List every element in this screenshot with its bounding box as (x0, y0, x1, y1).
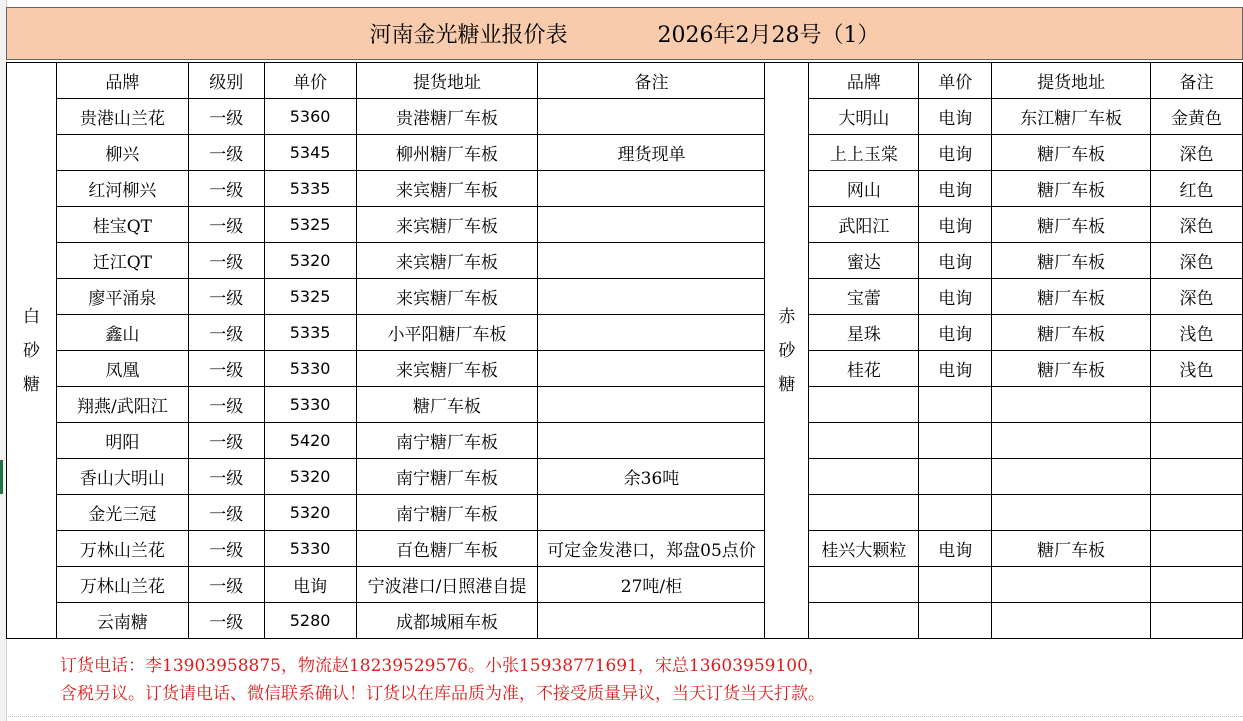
red-remark-cell[interactable] (1151, 387, 1243, 423)
red-pickup-cell[interactable] (992, 387, 1151, 423)
red-brand-cell[interactable]: 蜜达 (809, 243, 919, 279)
white-price-cell[interactable]: 5320 (264, 495, 356, 531)
red-pickup-cell[interactable]: 糖厂车板 (992, 315, 1151, 351)
white-remark-cell[interactable] (538, 351, 765, 387)
white-grade-cell[interactable]: 一级 (188, 243, 264, 279)
red-price-cell[interactable]: 电询 (919, 171, 992, 207)
white-grade-cell[interactable]: 一级 (188, 603, 264, 639)
white-remark-cell[interactable] (538, 171, 765, 207)
table-row (7, 207, 1243, 243)
white-brand-cell[interactable]: 柳兴 (56, 135, 188, 171)
white-sugar-label-char: 砂 (22, 340, 40, 361)
white-grade-cell[interactable]: 一级 (188, 279, 264, 315)
white-pickup-cell[interactable]: 南宁糖厂车板 (356, 459, 538, 495)
price-table (6, 62, 1243, 639)
page-break-line (6, 716, 1243, 717)
footer-notice (60, 652, 825, 708)
white-brand-cell[interactable]: 万林山兰花 (56, 531, 188, 567)
red-price-cell[interactable]: 电询 (919, 351, 992, 387)
red-sugar-label[interactable] (765, 63, 809, 639)
white-remark-cell[interactable] (538, 243, 765, 279)
red-header-price[interactable]: 单价 (919, 63, 992, 99)
red-brand-cell[interactable]: 桂花 (809, 351, 919, 387)
red-header-pickup[interactable]: 提货地址 (992, 63, 1151, 99)
red-pickup-cell[interactable]: 糖厂车板 (992, 135, 1151, 171)
red-header-brand[interactable]: 品牌 (809, 63, 919, 99)
white-brand-cell[interactable]: 贵港山兰花 (56, 99, 188, 135)
red-price-cell[interactable]: 电询 (919, 531, 992, 567)
white-sugar-label-char: 白 (22, 306, 40, 327)
red-brand-cell[interactable]: 大明山 (809, 99, 919, 135)
red-brand-cell[interactable]: 宝蕾 (809, 279, 919, 315)
red-pickup-cell[interactable] (992, 459, 1151, 495)
white-remark-cell[interactable] (538, 423, 765, 459)
white-brand-cell[interactable]: 金光三冠 (56, 495, 188, 531)
white-remark-cell[interactable]: 余36吨 (538, 459, 765, 495)
white-grade-cell[interactable]: 一级 (188, 387, 264, 423)
selected-row-indicator (0, 460, 3, 494)
red-price-cell[interactable] (919, 423, 992, 459)
table-row (7, 387, 1243, 423)
red-remark-cell[interactable]: 浅色 (1151, 315, 1243, 351)
white-grade-cell[interactable]: 一级 (188, 315, 264, 351)
red-brand-cell[interactable] (809, 459, 919, 495)
red-pickup-cell[interactable]: 糖厂车板 (992, 171, 1151, 207)
white-pickup-cell[interactable]: 来宾糖厂车板 (356, 279, 538, 315)
red-brand-cell[interactable]: 武阳江 (809, 207, 919, 243)
red-pickup-cell[interactable] (992, 495, 1151, 531)
white-price-cell[interactable]: 5335 (264, 315, 356, 351)
white-price-cell[interactable]: 5280 (264, 603, 356, 639)
white-pickup-cell[interactable]: 小平阳糖厂车板 (356, 315, 538, 351)
red-sugar-label-char: 糖 (778, 374, 796, 395)
white-header-remark[interactable]: 备注 (538, 63, 765, 99)
red-brand-cell[interactable] (809, 495, 919, 531)
white-pickup-cell[interactable]: 贵港糖厂车板 (356, 99, 538, 135)
white-brand-cell[interactable]: 香山大明山 (56, 459, 188, 495)
white-grade-cell[interactable]: 一级 (188, 171, 264, 207)
white-pickup-cell[interactable]: 百色糖厂车板 (356, 531, 538, 567)
white-price-cell[interactable]: 5320 (264, 243, 356, 279)
red-brand-cell[interactable]: 星珠 (809, 315, 919, 351)
white-pickup-cell[interactable]: 宁波港口/日照港自提 (356, 567, 538, 603)
white-grade-cell[interactable]: 一级 (188, 531, 264, 567)
table-row (7, 459, 1243, 495)
table-row (7, 99, 1243, 135)
white-pickup-cell[interactable]: 糖厂车板 (356, 387, 538, 423)
red-remark-cell[interactable]: 红色 (1151, 171, 1243, 207)
white-brand-cell[interactable]: 廖平涌泉 (56, 279, 188, 315)
header-row (7, 63, 1243, 99)
white-brand-cell[interactable]: 明阳 (56, 423, 188, 459)
red-price-cell[interactable]: 电询 (919, 135, 992, 171)
white-header-grade[interactable]: 级别 (188, 63, 264, 99)
white-grade-cell[interactable]: 一级 (188, 351, 264, 387)
red-pickup-cell[interactable]: 糖厂车板 (992, 279, 1151, 315)
red-price-cell[interactable] (919, 387, 992, 423)
table-row (7, 531, 1243, 567)
white-price-cell[interactable]: 5360 (264, 99, 356, 135)
red-price-cell[interactable]: 电询 (919, 243, 992, 279)
red-pickup-cell[interactable]: 东江糖厂车板 (992, 99, 1151, 135)
red-brand-cell[interactable]: 上上玉棠 (809, 135, 919, 171)
red-price-cell[interactable] (919, 495, 992, 531)
white-brand-cell[interactable]: 翔燕/武阳江 (56, 387, 188, 423)
white-price-cell[interactable]: 5345 (264, 135, 356, 171)
red-brand-cell[interactable] (809, 387, 919, 423)
white-remark-cell[interactable] (538, 387, 765, 423)
red-remark-cell[interactable]: 深色 (1151, 207, 1243, 243)
white-price-cell[interactable]: 5320 (264, 459, 356, 495)
white-price-cell[interactable]: 5330 (264, 351, 356, 387)
white-brand-cell[interactable]: 万林山兰花 (56, 567, 188, 603)
red-remark-cell[interactable] (1151, 603, 1243, 639)
white-remark-cell[interactable] (538, 495, 765, 531)
red-brand-cell[interactable] (809, 423, 919, 459)
white-grade-cell[interactable]: 一级 (188, 459, 264, 495)
white-remark-cell[interactable] (538, 99, 765, 135)
table-row (7, 603, 1243, 639)
white-brand-cell[interactable]: 凤凰 (56, 351, 188, 387)
table-row (7, 567, 1243, 603)
red-pickup-cell[interactable]: 糖厂车板 (992, 243, 1151, 279)
red-remark-cell[interactable] (1151, 495, 1243, 531)
red-remark-cell[interactable] (1151, 567, 1243, 603)
white-price-cell[interactable]: 5330 (264, 387, 356, 423)
white-brand-cell[interactable]: 鑫山 (56, 315, 188, 351)
white-pickup-cell[interactable]: 来宾糖厂车板 (356, 171, 538, 207)
title-bar[interactable] (6, 7, 1243, 60)
table-row (7, 135, 1243, 171)
white-remark-cell[interactable]: 可定金发港口，郑盘05点价 (538, 531, 765, 567)
white-pickup-cell[interactable]: 南宁糖厂车板 (356, 423, 538, 459)
white-remark-cell[interactable] (538, 207, 765, 243)
table-row (7, 351, 1243, 387)
table-row (7, 279, 1243, 315)
red-remark-cell[interactable]: 深色 (1151, 279, 1243, 315)
red-remark-cell[interactable] (1151, 423, 1243, 459)
red-price-cell[interactable]: 电询 (919, 279, 992, 315)
table-row (7, 423, 1243, 459)
white-pickup-cell[interactable]: 来宾糖厂车板 (356, 351, 538, 387)
red-header-remark[interactable]: 备注 (1151, 63, 1243, 99)
white-sugar-label-char: 糖 (22, 374, 40, 395)
white-price-cell[interactable]: 5325 (264, 207, 356, 243)
red-remark-cell[interactable]: 深色 (1151, 135, 1243, 171)
white-grade-cell[interactable]: 一级 (188, 207, 264, 243)
red-sugar-label-char: 赤 (778, 306, 796, 327)
white-grade-cell[interactable]: 一级 (188, 135, 264, 171)
red-brand-cell[interactable]: 网山 (809, 171, 919, 207)
white-grade-cell[interactable]: 一级 (188, 423, 264, 459)
table-row (7, 243, 1243, 279)
white-brand-cell[interactable]: 红河柳兴 (56, 171, 188, 207)
white-grade-cell[interactable]: 一级 (188, 99, 264, 135)
white-remark-cell[interactable] (538, 315, 765, 351)
white-remark-cell[interactable]: 理货现单 (538, 135, 765, 171)
white-pickup-cell[interactable]: 南宁糖厂车板 (356, 495, 538, 531)
red-pickup-cell[interactable]: 糖厂车板 (992, 531, 1151, 567)
white-brand-cell[interactable]: 桂宝QT (56, 207, 188, 243)
table-row (7, 171, 1243, 207)
white-sugar-label[interactable] (7, 63, 57, 639)
white-pickup-cell[interactable]: 来宾糖厂车板 (356, 243, 538, 279)
red-pickup-cell[interactable]: 糖厂车板 (992, 351, 1151, 387)
red-pickup-cell[interactable] (992, 423, 1151, 459)
red-remark-cell[interactable]: 浅色 (1151, 351, 1243, 387)
red-price-cell[interactable] (919, 603, 992, 639)
red-remark-cell[interactable] (1151, 531, 1243, 567)
red-price-cell[interactable]: 电询 (919, 99, 992, 135)
white-header-price[interactable]: 单价 (264, 63, 356, 99)
red-remark-cell[interactable]: 深色 (1151, 243, 1243, 279)
red-pickup-cell[interactable]: 糖厂车板 (992, 207, 1151, 243)
red-pickup-cell[interactable] (992, 603, 1151, 639)
red-brand-cell[interactable] (809, 603, 919, 639)
white-pickup-cell[interactable]: 柳州糖厂车板 (356, 135, 538, 171)
white-header-pickup[interactable]: 提货地址 (356, 63, 538, 99)
white-price-cell[interactable]: 5325 (264, 279, 356, 315)
red-brand-cell[interactable]: 桂兴大颗粒 (809, 531, 919, 567)
red-price-cell[interactable] (919, 567, 992, 603)
red-sugar-label-char: 砂 (778, 340, 796, 361)
sheet-title: 河南金光糖业报价表 (369, 23, 568, 48)
white-price-cell[interactable]: 5330 (264, 531, 356, 567)
footer-contact-line: 订货电话：李13903958875，物流赵18239529576。小张15938771691，宋总13603959100， (60, 656, 825, 676)
white-pickup-cell[interactable]: 来宾糖厂车板 (356, 207, 538, 243)
red-price-cell[interactable]: 电询 (919, 315, 992, 351)
white-brand-cell[interactable]: 云南糖 (56, 603, 188, 639)
white-pickup-cell[interactable]: 成都城厢车板 (356, 603, 538, 639)
red-remark-cell[interactable] (1151, 459, 1243, 495)
table-row (7, 495, 1243, 531)
white-price-cell[interactable]: 电询 (264, 567, 356, 603)
white-price-cell[interactable]: 5420 (264, 423, 356, 459)
white-remark-cell[interactable] (538, 279, 765, 315)
table-row (7, 315, 1243, 351)
red-price-cell[interactable]: 电询 (919, 207, 992, 243)
red-pickup-cell[interactable] (992, 567, 1151, 603)
red-brand-cell[interactable] (809, 567, 919, 603)
red-remark-cell[interactable]: 金黄色 (1151, 99, 1243, 135)
white-remark-cell[interactable]: 27吨/柜 (538, 567, 765, 603)
sheet-date: 2026年2月28号（1） (657, 23, 880, 48)
white-grade-cell[interactable]: 一级 (188, 567, 264, 603)
white-header-brand[interactable]: 品牌 (56, 63, 188, 99)
white-price-cell[interactable]: 5335 (264, 171, 356, 207)
white-remark-cell[interactable] (538, 603, 765, 639)
white-grade-cell[interactable]: 一级 (188, 495, 264, 531)
footer-terms-line: 含税另议。订货请电话、微信联系确认！订货以在库品质为准，不接受质量异议，当天订货当天打款。 (60, 684, 825, 704)
white-brand-cell[interactable]: 迁江QT (56, 243, 188, 279)
red-price-cell[interactable] (919, 459, 992, 495)
